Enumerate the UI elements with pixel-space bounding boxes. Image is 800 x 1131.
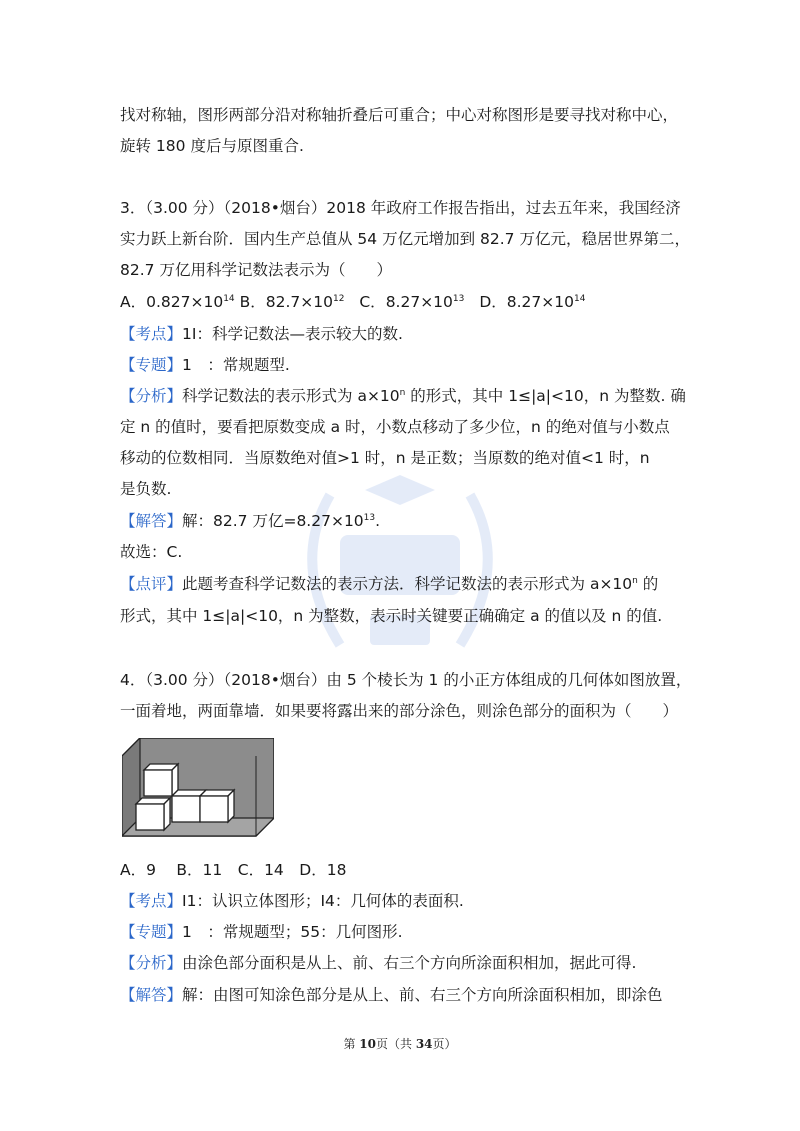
q3-stem-line-3: 82.7 万亿用科学记数法表示为（ ） xyxy=(120,261,392,279)
q3-stem-line-1: 3．（3.00 分）（2018•烟台）2018 年政府工作报告指出，过去五年来，我国经济 xyxy=(120,199,681,217)
q3-option-a: A．$0.827\times 10^{14}$ xyxy=(120,293,235,311)
q4-kaodian: 【考点】I1：认识立体图形；I4：几何体的表面积. xyxy=(120,892,464,910)
cube-figure xyxy=(122,738,274,844)
fenxi-tag: 【分析】 xyxy=(120,954,183,972)
intro-line-2: 旋转 180 度后与原图重合. xyxy=(120,137,304,155)
q4-jieda: 【解答】解：由图可知涂色部分是从上、前、右三个方向所涂面积相加，即涂色 xyxy=(120,986,663,1004)
q3-fenxi-line-3: 移动的位数相同．当原数绝对值>1 时，n 是正数；当原数的绝对值<1 时，n xyxy=(120,449,650,467)
page-footer: 第 10页（共 34页） xyxy=(343,1037,457,1051)
q3-dianping-line-1: 【点评】此题考查科学记数法的表示方法．科学记数法的表示形式为 $a\times 10^n$ 的 xyxy=(120,575,659,593)
intro-line-1: 找对称轴，图形两部分沿对称轴折叠后可重合；中心对称图形是要寻找对称中心， xyxy=(120,106,679,124)
jieda-tag: 【解答】 xyxy=(120,986,183,1004)
q4-zhuanti: 【专题】1 ：常规题型；55：几何图形. xyxy=(120,923,403,941)
q3-zhuanti: 【专题】1 ：常规题型. xyxy=(120,356,290,374)
total-pages: 34 xyxy=(415,1037,433,1051)
watermark-logo xyxy=(270,455,530,675)
page-number: 10 xyxy=(359,1037,376,1051)
dianping-tag: 【点评】 xyxy=(120,575,183,593)
q3-kaodian: 【考点】1I：科学记数法—表示较大的数. xyxy=(120,325,403,343)
q3-fenxi-line-1: 【分析】科学记数法的表示形式为 $a\times 10^n$ 的形式，其中 1≤|a|<10，n 为整数. 确 xyxy=(120,387,686,405)
jieda-tag: 【解答】 xyxy=(120,512,183,530)
fenxi-tag: 【分析】 xyxy=(120,387,183,405)
zhuanti-tag: 【专题】 xyxy=(120,923,183,941)
q3-option-b: B．$82.7\times 10^{12}$ xyxy=(239,293,345,311)
q4-fenxi: 【分析】由涂色部分面积是从上、前、右三个方向所涂面积相加，据此可得. xyxy=(120,954,637,972)
q4-options: A．9 B．11 C．14 D．18 xyxy=(120,861,347,879)
q3-dianping-line-2: 形式，其中 1≤|a|<10，n 为整数，表示时关键要正确确定 a 的值以及 n 的值. xyxy=(120,607,663,625)
q3-stem-line-2: 实力跃上新台阶．国内生产总值从 54 万亿元增加到 82.7 万亿元，稳居世界第二， xyxy=(120,230,690,248)
q3-fenxi-line-2: 定 n 的值时，要看把原数变成 a 时，小数点移动了多少位，n 的绝对值与小数点 xyxy=(120,418,670,436)
q3-guxuan: 故选：C. xyxy=(120,543,183,561)
zhuanti-tag: 【专题】 xyxy=(120,356,183,374)
kaodian-tag: 【考点】 xyxy=(120,325,183,343)
q3-options xyxy=(120,292,585,312)
q3-jieda: 【解答】解：82.7 万亿$=8.27\times 10^{13}$. xyxy=(120,512,381,530)
q3-option-c: C．$8.27\times 10^{13}$ xyxy=(359,293,465,311)
q3-option-d: D．$8.27\times 10^{14}$ xyxy=(479,293,586,311)
q4-stem-line-2: 一面着地，两面靠墙．如果要将露出来的部分涂色，则涂色部分的面积为（ ） xyxy=(120,702,679,720)
kaodian-tag: 【考点】 xyxy=(120,892,183,910)
q3-fenxi-line-4: 是负数. xyxy=(120,480,172,498)
q4-stem-line-1: 4．（3.00 分）（2018•烟台）由 5 个棱长为 1 的小正方体组成的几何体如图放置， xyxy=(120,671,692,689)
